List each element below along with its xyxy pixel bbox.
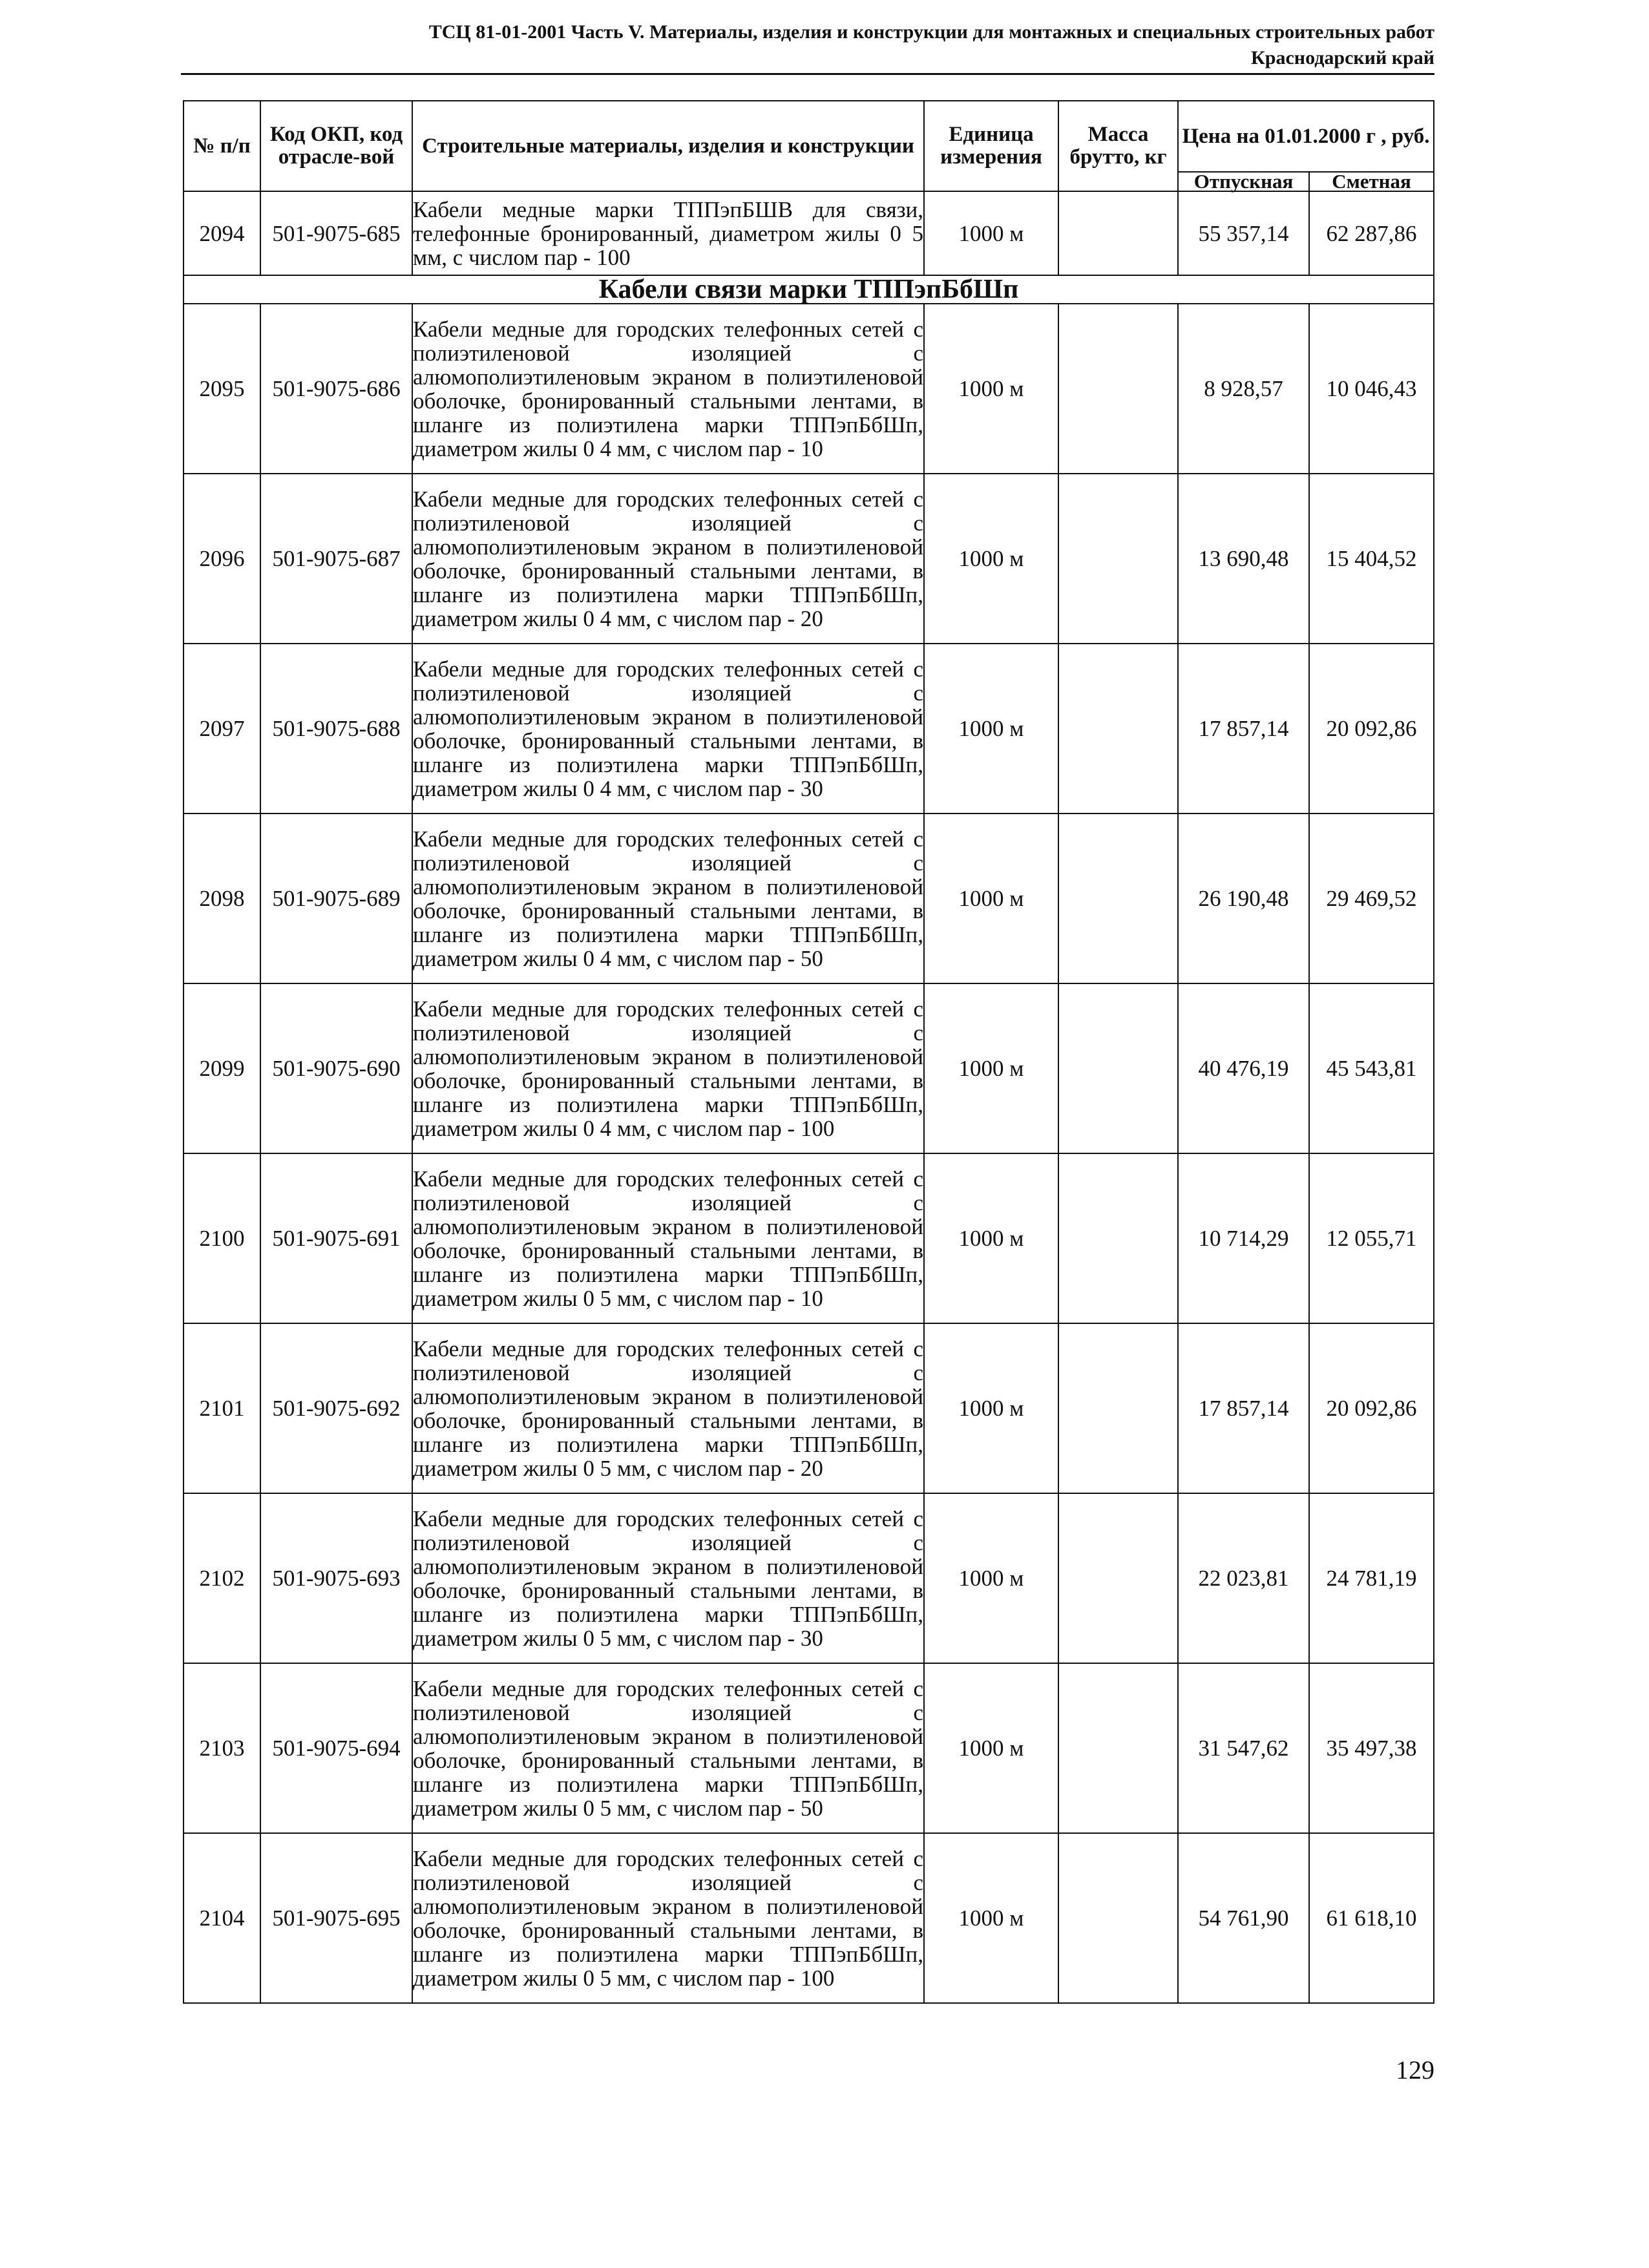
row-release-price: 40 476,19 xyxy=(1178,983,1309,1153)
row-code: 501-9075-693 xyxy=(260,1493,412,1663)
row-estimate-price: 61 618,10 xyxy=(1309,1833,1434,2003)
header-rule xyxy=(181,73,1434,75)
row-estimate-price: 24 781,19 xyxy=(1309,1493,1434,1663)
row-release-price: 55 357,14 xyxy=(1178,191,1309,275)
row-mass xyxy=(1058,474,1178,644)
table-row xyxy=(184,1833,1434,2003)
table-row xyxy=(184,1323,1434,1493)
row-number: 2104 xyxy=(184,1833,260,2003)
col-header-code: Код ОКП, код отрасле-вой xyxy=(260,101,412,191)
row-unit: 1000 м xyxy=(924,474,1058,644)
row-mass xyxy=(1058,1663,1178,1833)
section-row xyxy=(184,275,1434,304)
row-description: Кабели медные для городских телефонных сетей с полиэтиленовой изоляцией с алюмополиэтиленовым экраном в полиэтиленовой оболочке, бронированный стальными лентами, в шланге из полиэтилена марки ТППэпБбШп, диаметром жилы 0 4 мм, с числом пар - 100 xyxy=(412,983,924,1153)
row-code: 501-9075-692 xyxy=(260,1323,412,1493)
table-row xyxy=(184,644,1434,814)
col-header-mass: Масса брутто, кг xyxy=(1058,101,1178,191)
row-release-price: 17 857,14 xyxy=(1178,1323,1309,1493)
row-estimate-price: 10 046,43 xyxy=(1309,304,1434,474)
row-estimate-price: 35 497,38 xyxy=(1309,1663,1434,1833)
table-row xyxy=(184,1493,1434,1663)
col-header-release-price: Отпускная xyxy=(1178,172,1309,191)
row-release-price: 26 190,48 xyxy=(1178,814,1309,983)
row-unit: 1000 м xyxy=(924,1493,1058,1663)
table-row xyxy=(184,474,1434,644)
row-number: 2098 xyxy=(184,814,260,983)
row-description: Кабели медные для городских телефонных сетей с полиэтиленовой изоляцией с алюмополиэтиленовым экраном в полиэтиленовой оболочке, бронированный стальными лентами, в шланге из полиэтилена марки ТППэпБбШп, диаметром жилы 0 4 мм, с числом пар - 30 xyxy=(412,644,924,814)
header-region: Краснодарский край xyxy=(1251,47,1434,68)
row-release-price: 54 761,90 xyxy=(1178,1833,1309,2003)
row-release-price: 13 690,48 xyxy=(1178,474,1309,644)
row-code: 501-9075-691 xyxy=(260,1153,412,1323)
row-description: Кабели медные марки ТППэпБШВ для связи, телефонные бронированный, диаметром жилы 0 5 мм, с числом пар - 100 xyxy=(412,191,924,275)
row-description: Кабели медные для городских телефонных сетей с полиэтиленовой изоляцией с алюмополиэтиленовым экраном в полиэтиленовой оболочке, бронированный стальными лентами, в шланге из полиэтилена марки ТППэпБбШп, диаметром жилы 0 5 мм, с числом пар - 20 xyxy=(412,1323,924,1493)
row-code: 501-9075-686 xyxy=(260,304,412,474)
row-mass xyxy=(1058,304,1178,474)
row-code: 501-9075-685 xyxy=(260,191,412,275)
row-unit: 1000 м xyxy=(924,1833,1058,2003)
row-code: 501-9075-687 xyxy=(260,474,412,644)
row-mass xyxy=(1058,191,1178,275)
row-mass xyxy=(1058,1323,1178,1493)
row-mass xyxy=(1058,1153,1178,1323)
row-mass xyxy=(1058,814,1178,983)
row-number: 2094 xyxy=(184,191,260,275)
col-header-materials: Строительные материалы, изделия и конструкции xyxy=(412,101,924,191)
row-number: 2096 xyxy=(184,474,260,644)
row-release-price: 17 857,14 xyxy=(1178,644,1309,814)
section-title: Кабели связи марки ТППэпБбШп xyxy=(184,275,1434,304)
row-description: Кабели медные для городских телефонных сетей с полиэтиленовой изоляцией с алюмополиэтиленовым экраном в полиэтиленовой оболочке, бронированный стальными лентами, в шланге из полиэтилена марки ТППэпБбШп, диаметром жилы 0 5 мм, с числом пар - 50 xyxy=(412,1663,924,1833)
row-number: 2102 xyxy=(184,1493,260,1663)
row-unit: 1000 м xyxy=(924,1663,1058,1833)
row-mass xyxy=(1058,1833,1178,2003)
price-table xyxy=(183,100,1434,2004)
row-unit: 1000 м xyxy=(924,983,1058,1153)
row-number: 2101 xyxy=(184,1323,260,1493)
col-header-price: Цена на 01.01.2000 г , руб. xyxy=(1178,101,1434,172)
row-estimate-price: 20 092,86 xyxy=(1309,1323,1434,1493)
row-estimate-price: 45 543,81 xyxy=(1309,983,1434,1153)
row-unit: 1000 м xyxy=(924,1153,1058,1323)
row-code: 501-9075-695 xyxy=(260,1833,412,2003)
table-row xyxy=(184,983,1434,1153)
page-number: 129 xyxy=(1396,2055,1434,2084)
table-row xyxy=(184,304,1434,474)
row-unit: 1000 м xyxy=(924,304,1058,474)
row-number: 2100 xyxy=(184,1153,260,1323)
row-mass xyxy=(1058,983,1178,1153)
row-number: 2099 xyxy=(184,983,260,1153)
row-estimate-price: 29 469,52 xyxy=(1309,814,1434,983)
col-header-estimate-price: Сметная xyxy=(1309,172,1434,191)
row-estimate-price: 62 287,86 xyxy=(1309,191,1434,275)
table-row xyxy=(184,191,1434,275)
row-unit: 1000 м xyxy=(924,814,1058,983)
row-code: 501-9075-689 xyxy=(260,814,412,983)
row-description: Кабели медные для городских телефонных сетей с полиэтиленовой изоляцией с алюмополиэтиленовым экраном в полиэтиленовой оболочке, бронированный стальными лентами, в шланге из полиэтилена марки ТППэпБбШп, диаметром жилы 0 4 мм, с числом пар - 10 xyxy=(412,304,924,474)
row-description: Кабели медные для городских телефонных сетей с полиэтиленовой изоляцией с алюмополиэтиленовым экраном в полиэтиленовой оболочке, бронированный стальными лентами, в шланге из полиэтилена марки ТППэпБбШп, диаметром жилы 0 5 мм, с числом пар - 10 xyxy=(412,1153,924,1323)
row-unit: 1000 м xyxy=(924,644,1058,814)
row-estimate-price: 20 092,86 xyxy=(1309,644,1434,814)
col-header-num: № п/п xyxy=(184,101,260,191)
running-header xyxy=(181,19,1434,71)
header-title: ТСЦ 81-01-2001 Часть V. Материалы, изделия и конструкции для монтажных и специальных строительных работ xyxy=(428,21,1434,43)
row-number: 2097 xyxy=(184,644,260,814)
row-code: 501-9075-688 xyxy=(260,644,412,814)
header-row xyxy=(184,101,1434,172)
row-estimate-price: 15 404,52 xyxy=(1309,474,1434,644)
row-description: Кабели медные для городских телефонных сетей с полиэтиленовой изоляцией с алюмополиэтиленовым экраном в полиэтиленовой оболочке, бронированный стальными лентами, в шланге из полиэтилена марки ТППэпБбШп, диаметром жилы 0 5 мм, с числом пар - 100 xyxy=(412,1833,924,2003)
row-release-price: 10 714,29 xyxy=(1178,1153,1309,1323)
row-description: Кабели медные для городских телефонных сетей с полиэтиленовой изоляцией с алюмополиэтиленовым экраном в полиэтиленовой оболочке, бронированный стальными лентами, в шланге из полиэтилена марки ТППэпБбШп, диаметром жилы 0 5 мм, с числом пар - 30 xyxy=(412,1493,924,1663)
row-unit: 1000 м xyxy=(924,1323,1058,1493)
row-code: 501-9075-690 xyxy=(260,983,412,1153)
row-estimate-price: 12 055,71 xyxy=(1309,1153,1434,1323)
table-row xyxy=(184,1153,1434,1323)
row-description: Кабели медные для городских телефонных сетей с полиэтиленовой изоляцией с алюмополиэтиленовым экраном в полиэтиленовой оболочке, бронированный стальными лентами, в шланге из полиэтилена марки ТППэпБбШп, диаметром жилы 0 4 мм, с числом пар - 20 xyxy=(412,474,924,644)
row-mass xyxy=(1058,644,1178,814)
row-release-price: 22 023,81 xyxy=(1178,1493,1309,1663)
row-release-price: 31 547,62 xyxy=(1178,1663,1309,1833)
row-number: 2095 xyxy=(184,304,260,474)
row-code: 501-9075-694 xyxy=(260,1663,412,1833)
table-row xyxy=(184,814,1434,983)
row-description: Кабели медные для городских телефонных сетей с полиэтиленовой изоляцией с алюмополиэтиленовым экраном в полиэтиленовой оболочке, бронированный стальными лентами, в шланге из полиэтилена марки ТППэпБбШп, диаметром жилы 0 4 мм, с числом пар - 50 xyxy=(412,814,924,983)
table-row xyxy=(184,1663,1434,1833)
row-mass xyxy=(1058,1493,1178,1663)
col-header-unit: Единица измерения xyxy=(924,101,1058,191)
row-release-price: 8 928,57 xyxy=(1178,304,1309,474)
row-number: 2103 xyxy=(184,1663,260,1833)
row-unit: 1000 м xyxy=(924,191,1058,275)
